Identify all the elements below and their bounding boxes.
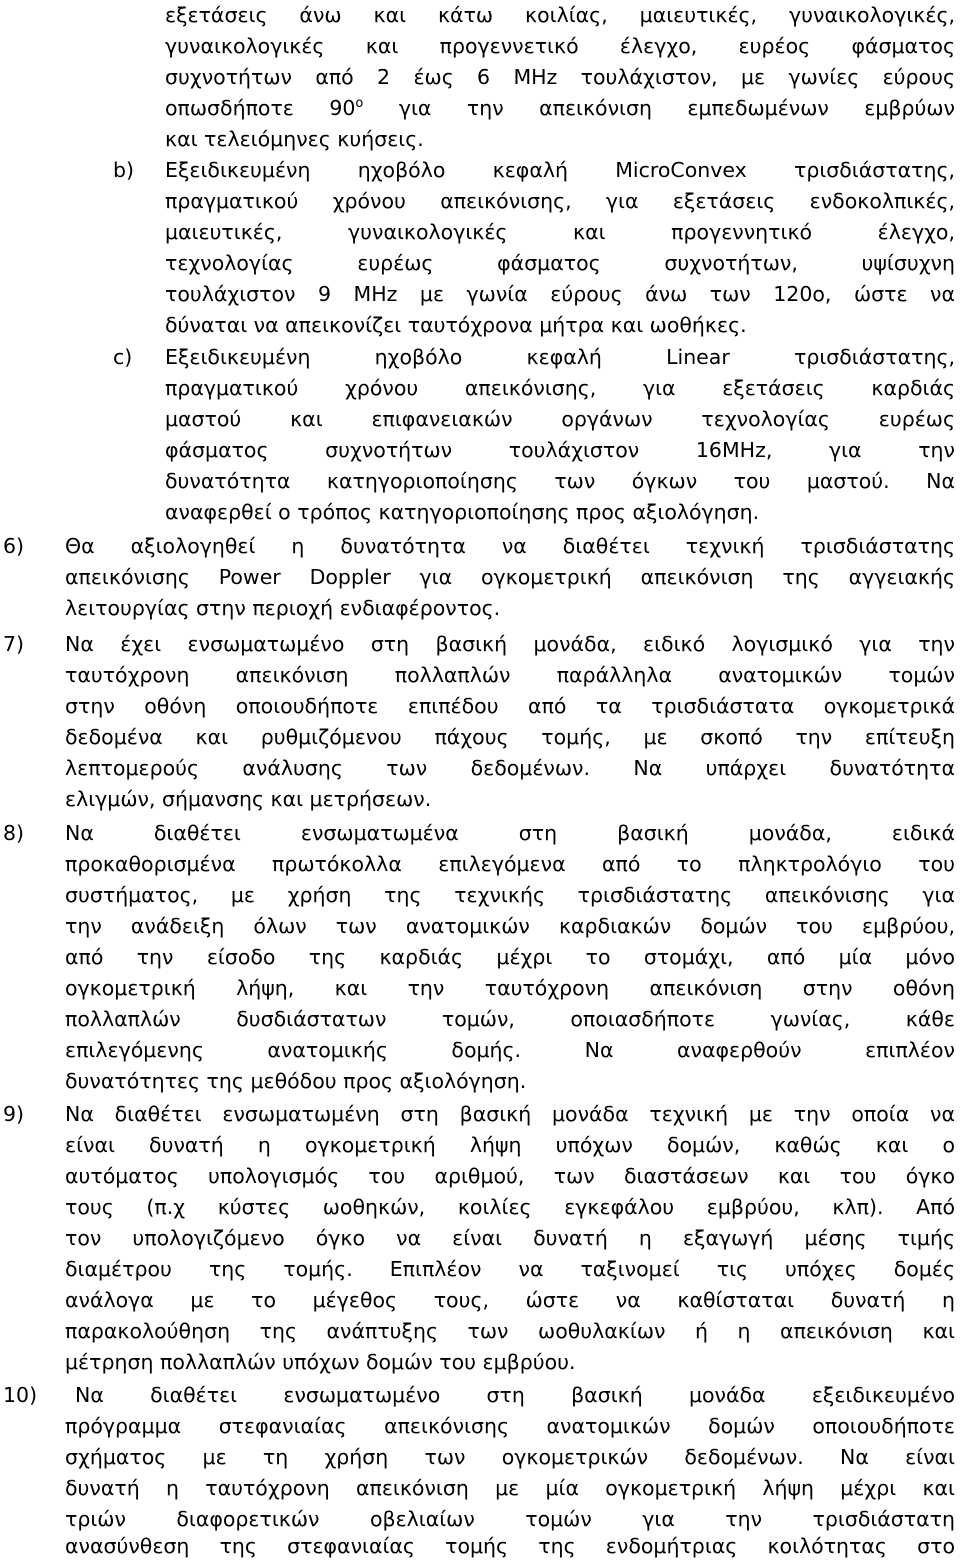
text-line: ανάλογα με το μέγεθος τους, ώστε να καθίσταται δυνατή η	[65, 1288, 955, 1312]
text-line: ελιγμών, σήμανσης και μετρήσεων.	[65, 787, 432, 811]
text-line: ταυτόχρονη απεικόνιση πολλαπλών παράλληλα ανατομικών τομών	[65, 663, 955, 687]
item-label-6: 6)	[3, 534, 25, 558]
text-line: προκαθορισμένα πρωτόκολλα επιλεγόμενα από το πληκτρολόγιο του	[65, 852, 955, 876]
text-line: εξετάσεις άνω και κάτω κοιλίας, μαιευτικές, γυναικολογικές,	[165, 3, 955, 27]
text-line: σχήματος με τη χρήση των ογκομετρικών δεδομένων. Να είναι	[65, 1445, 955, 1469]
text-line: τριών διαφορετικών οβελιαίων τομών για την τρισδιάστατη	[65, 1507, 955, 1531]
text-line: και τελειόμηνες κυήσεις.	[165, 127, 424, 151]
text-line: Να διαθέτει ενσωματωμένη στη βασική μονάδα τεχνική με την οποία να	[65, 1102, 955, 1126]
text-line: ανασύνθεση της στεφανιαίας τομής της ενδομήτριας κοιλότητας στο	[65, 1534, 955, 1558]
text-line: αναφερθεί ο τρόπος κατηγοριοποίησης προς αξιολόγηση.	[165, 500, 760, 524]
text-line: ογκομετρική λήψη, και την ταυτόχρονη απεικόνιση στην οθόνη	[65, 976, 955, 1000]
text-line: γυναικολογικές και προγεννετικό έλεγχο, ευρέος φάσματος	[165, 34, 955, 58]
text-line: πρόγραμμα στεφανιαίας απεικόνισης ανατομικών δομών οποιουδήποτε	[65, 1414, 955, 1438]
text-line	[165, 93, 955, 124]
text-line: Θα αξιολογηθεί η δυνατότητα να διαθέτει τεχνική τρισδιάστατης	[65, 534, 955, 558]
item-label-7: 7)	[3, 632, 25, 656]
text-line: τους (π.χ κύστες ωοθηκών, κοιλίες εγκεφάλου εμβρύου, κλπ). Από	[65, 1195, 955, 1219]
item-label-c: c)	[113, 345, 133, 369]
text-line: δυνατότητα κατηγοριοποίησης των όγκων του μαστού. Να	[165, 469, 955, 493]
text-line: επιλεγόμενης ανατομικής δομής. Να αναφερθούν επιπλέον	[65, 1038, 955, 1062]
text-line: δεδομένα και ρυθμιζόμενου πάχους τομής, με σκοπό την επίτευξη	[65, 725, 955, 749]
text-line: από την είσοδο της καρδιάς μέχρι το στομάχι, από μία μόνο	[65, 945, 955, 969]
text-line: πραγματικού χρόνου απεικόνισης, για εξετάσεις ενδοκολπικές,	[165, 189, 955, 213]
text-line: τεχνολογίας ευρέως φάσματος συχνοτήτων, υψίσυχνη	[165, 251, 955, 275]
text-line: Εξειδικευμένη ηχοβόλο κεφαλή Linear τρισδιάστατης,	[165, 345, 955, 369]
text-line: συχνοτήτων από 2 έως 6 MHz τουλάχιστον, με γωνίες εύρους	[165, 65, 955, 89]
text-line: μαστού και επιφανειακών οργάνων τεχνολογίας ευρέως	[165, 407, 955, 431]
text-line: Εξειδικευμένη ηχοβόλο κεφαλή MicroConvex τρισδιάστατης,	[165, 158, 955, 182]
text-line: φάσματος συχνοτήτων τουλάχιστον 16MHz, για την	[165, 438, 955, 462]
text-line: στην οθόνη οποιουδήποτε επιπέδου από τα τρισδιάστατα ογκομετρικά	[65, 694, 955, 718]
text-fragment: για την απεικόνιση εμπεδωμένων εμβρύων	[363, 96, 955, 120]
text-line: Να διαθέτει ενσωματωμένα στη βασική μονάδα, ειδικά	[65, 821, 955, 845]
text-line: Να έχει ενσωματωμένο στη βασική μονάδα, ειδικό λογισμικό για την	[65, 632, 955, 656]
text-line: μαιευτικές, γυναικολογικές και προγεννητικό έλεγχο,	[165, 220, 955, 244]
text-line: συστήματος, με χρήση της τεχνικής τρισδιάστατης απεικόνισης για	[65, 883, 955, 907]
item-label-10: 10)	[3, 1383, 38, 1407]
text-line: αυτόματος υπολογισμός του αριθμού, των διαστάσεων και του όγκο	[65, 1164, 955, 1188]
text-line: την ανάδειξη όλων των ανατομικών καρδιακών δομών του εμβρύου,	[65, 914, 955, 938]
degree-superscript: ο	[355, 96, 364, 111]
text-line: δύναται να απεικονίζει ταυτόχρονα μήτρα και ωοθήκες.	[165, 313, 747, 337]
text-line: πραγματικού χρόνου απεικόνισης, για εξετάσεις καρδιάς	[165, 376, 955, 400]
text-line: απεικόνισης Power Doppler για ογκομετρική απεικόνιση της αγγειακής	[65, 565, 955, 589]
text-line: είναι δυνατή η ογκομετρική λήψη υπόχων δομών, καθώς και ο	[65, 1133, 955, 1157]
item-label-9: 9)	[3, 1102, 25, 1126]
text-line: δυνατότητες της μεθόδου προς αξιολόγηση.	[65, 1069, 527, 1093]
text-line: δυνατή η ταυτόχρονη απεικόνιση με μία ογκομετρική λήψη μέχρι και	[65, 1476, 955, 1500]
item-label-8: 8)	[3, 821, 25, 845]
text-line: Να διαθέτει ενσωματωμένο στη βασική μονάδα εξειδικευμένο	[75, 1383, 955, 1407]
text-line: πολλαπλών δυσδιάστατων τομών, οποιασδήποτε γωνίας, κάθε	[65, 1007, 955, 1031]
text-line: τουλάχιστον 9 MHz με γωνία εύρους άνω των 120ο, ώστε να	[165, 282, 955, 306]
text-line: τον υπολογιζόμενο όγκο να είναι δυνατή η εξαγωγή μέσης τιμής	[65, 1226, 955, 1250]
text-line: λεπτομερούς ανάλυσης των δεδομένων. Να υπάρχει δυνατότητα	[65, 756, 955, 780]
text-line: μέτρηση πολλαπλών υπόχων δομών του εμβρύου.	[65, 1350, 576, 1374]
text-line: παρακολούθηση της ανάπτυξης των ωοθυλακίων ή η απεικόνιση και	[65, 1319, 955, 1343]
text-line: λειτουργίας στην περιοχή ενδιαφέροντος.	[65, 596, 501, 620]
text-fragment: οπωσδήποτε 90	[165, 96, 356, 120]
item-label-b: b)	[113, 158, 135, 182]
text-line: διαμέτρου της τομής. Επιπλέον να ταξινομεί τις υπόχες δομές	[65, 1257, 955, 1281]
